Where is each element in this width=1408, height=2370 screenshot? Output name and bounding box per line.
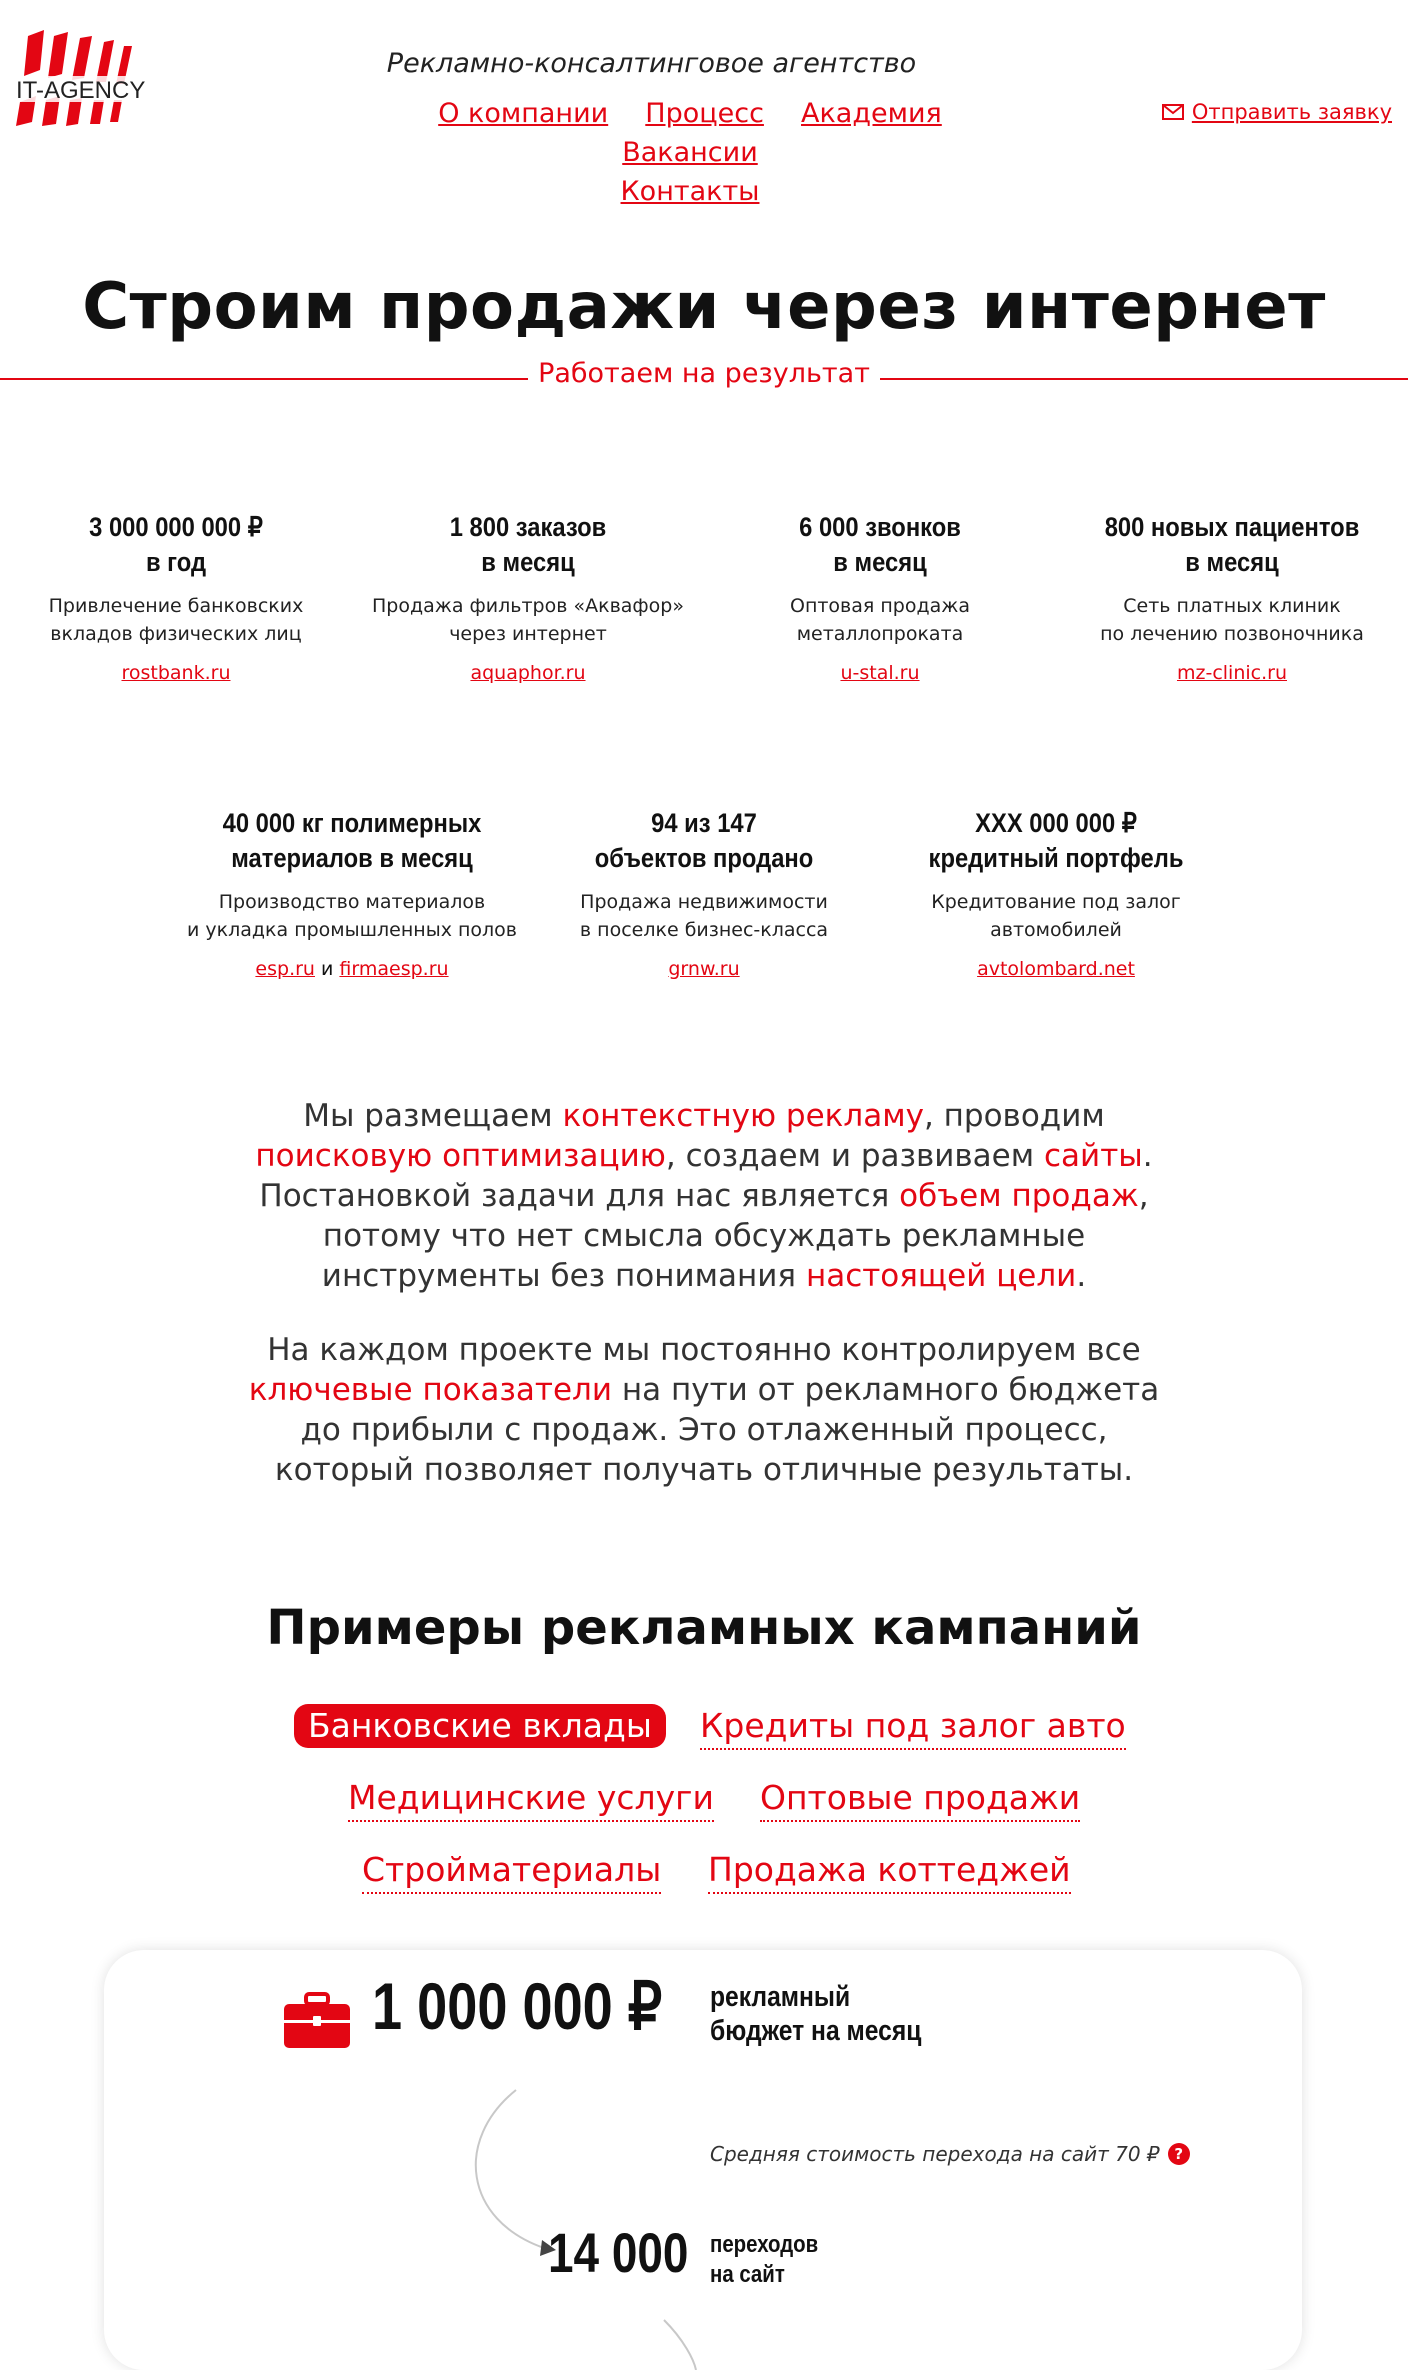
stat-value: 6 000 звонков xyxy=(799,512,961,542)
stat-link[interactable]: grnw.ru xyxy=(668,958,740,980)
context-ads-link[interactable]: контекстную рекламу xyxy=(562,1098,924,1134)
stat-link[interactable]: u-stal.ru xyxy=(840,662,920,684)
tab-wholesale[interactable]: Оптовые продажи xyxy=(760,1776,1080,1822)
stat-unit: кредитный портфель xyxy=(928,843,1184,873)
cpc-note: Средняя стоимость перехода на сайт 70 ₽ ? xyxy=(710,2142,1190,2166)
stat-link[interactable]: esp.ru xyxy=(255,958,315,980)
tagline: Рекламно-консалтинговое агентство xyxy=(386,48,917,79)
tab-bank-deposits[interactable]: Банковские вклады xyxy=(294,1704,666,1748)
stat-link[interactable]: avtolombard.net xyxy=(977,958,1135,980)
stat-link[interactable]: firmaesp.ru xyxy=(339,958,449,980)
campaign-card xyxy=(104,1950,1302,2370)
main-nav xyxy=(340,96,1040,213)
tab-auto-loans[interactable]: Кредиты под залог авто xyxy=(700,1704,1126,1750)
stat-unit: объектов продано xyxy=(594,843,814,873)
sales-volume-link[interactable]: объем продаж xyxy=(899,1178,1139,1214)
nav-vacancies[interactable]: Вакансии xyxy=(622,137,758,168)
clicks-value: 14 000 xyxy=(548,2221,689,2284)
stat-unit: в месяц xyxy=(833,547,927,577)
budget-value: 1 000 000 ₽ xyxy=(372,1969,663,2043)
nav-about[interactable]: О компании xyxy=(438,98,609,129)
stat-item: XXX 000 000 ₽ кредитный портфель Кредитование под залог автомобилей avtolombard.net xyxy=(886,806,1226,980)
stat-item: 3 000 000 000 ₽ в год Привлечение банковских вкладов физических лиц rostbank.ru xyxy=(6,510,346,684)
stat-unit: в месяц xyxy=(481,547,575,577)
clicks-label: переходов на сайт xyxy=(710,2231,819,2288)
stat-link[interactable]: mz-clinic.ru xyxy=(1176,662,1287,684)
stat-value: 40 000 кг полимерных xyxy=(222,808,482,838)
real-goal-link[interactable]: настоящей цели xyxy=(805,1258,1077,1294)
send-request-label: Отправить заявку xyxy=(1191,100,1392,124)
hero-subtitle: Работаем на результат xyxy=(0,358,1408,389)
intro-paragraph-1: Мы размещаем контекстную рекламу, проводим поисковую оптимизацию, создаем и развиваем сайты. Постановкой задачи для нас является объем продаж, потому что нет смысла обсуждать рекламные инструменты без понимания настоящей цели. xyxy=(255,1098,1153,1294)
stat-value: 800 новых пациентов xyxy=(1104,512,1360,542)
examples-title: Примеры рекламных кампаний xyxy=(266,1600,1142,1656)
stat-value: 3 000 000 000 ₽ xyxy=(89,512,263,542)
tab-medical[interactable]: Медицинские услуги xyxy=(348,1776,714,1822)
tab-building-materials[interactable]: Стройматериалы xyxy=(362,1848,661,1894)
key-indicators-link[interactable]: ключевые показатели xyxy=(248,1372,612,1408)
stat-link[interactable]: rostbank.ru xyxy=(121,662,231,684)
briefcase-icon xyxy=(282,1992,352,2050)
stat-unit: в месяц xyxy=(1185,547,1279,577)
budget-label: рекламный бюджет на месяц xyxy=(710,1981,922,2047)
intro-text xyxy=(240,1096,1168,1524)
logo-text: IT-AGENCY xyxy=(16,77,146,104)
stat-value: 1 800 заказов xyxy=(449,512,607,542)
stat-link[interactable]: aquaphor.ru xyxy=(470,662,586,684)
nav-academy[interactable]: Академия xyxy=(801,98,942,129)
tab-cottages[interactable]: Продажа коттеджей xyxy=(708,1848,1071,1894)
stat-unit: материалов в месяц xyxy=(231,843,473,873)
stat-item: 40 000 кг полимерных материалов в месяц Производство материалов и укладка промышленных полов esp.ru и firmaesp.ru xyxy=(187,808,517,980)
stat-item: 94 из 147 объектов продано Продажа недвижимости в поселке бизнес-класса grnw.ru xyxy=(534,806,874,980)
stat-item: 1 800 заказов в месяц Продажа фильтров «Аквафор» через интернет aquaphor.ru xyxy=(372,512,684,684)
hero-title: Строим продажи через интернет xyxy=(82,270,1326,344)
nav-contacts[interactable]: Контакты xyxy=(620,176,760,207)
stat-value: 94 из 147 xyxy=(651,808,757,838)
stat-item: 6 000 звонков в месяц Оптовая продажа металлопроката u-stal.ru xyxy=(710,510,1050,684)
mail-icon xyxy=(1162,104,1186,120)
stat-item: 800 новых пациентов в месяц Сеть платных клиник по лечению позвоночника mz-clinic.ru xyxy=(1062,510,1402,684)
stat-unit: в год xyxy=(145,547,207,577)
nav-process[interactable]: Процесс xyxy=(645,98,764,129)
send-request-link[interactable] xyxy=(1162,100,1392,124)
stat-value: XXX 000 000 ₽ xyxy=(975,808,1137,838)
sites-link[interactable]: сайты xyxy=(1044,1138,1143,1174)
intro-paragraph-2: На каждом проекте мы постоянно контролируем все ключевые показатели на пути от рекламного бюджета до прибыли с продаж. Это отлаженный процесс, который позволяет получать отличные результаты. xyxy=(248,1332,1160,1488)
seo-link[interactable]: поисковую оптимизацию xyxy=(255,1138,666,1174)
question-icon[interactable]: ? xyxy=(1168,2143,1190,2165)
